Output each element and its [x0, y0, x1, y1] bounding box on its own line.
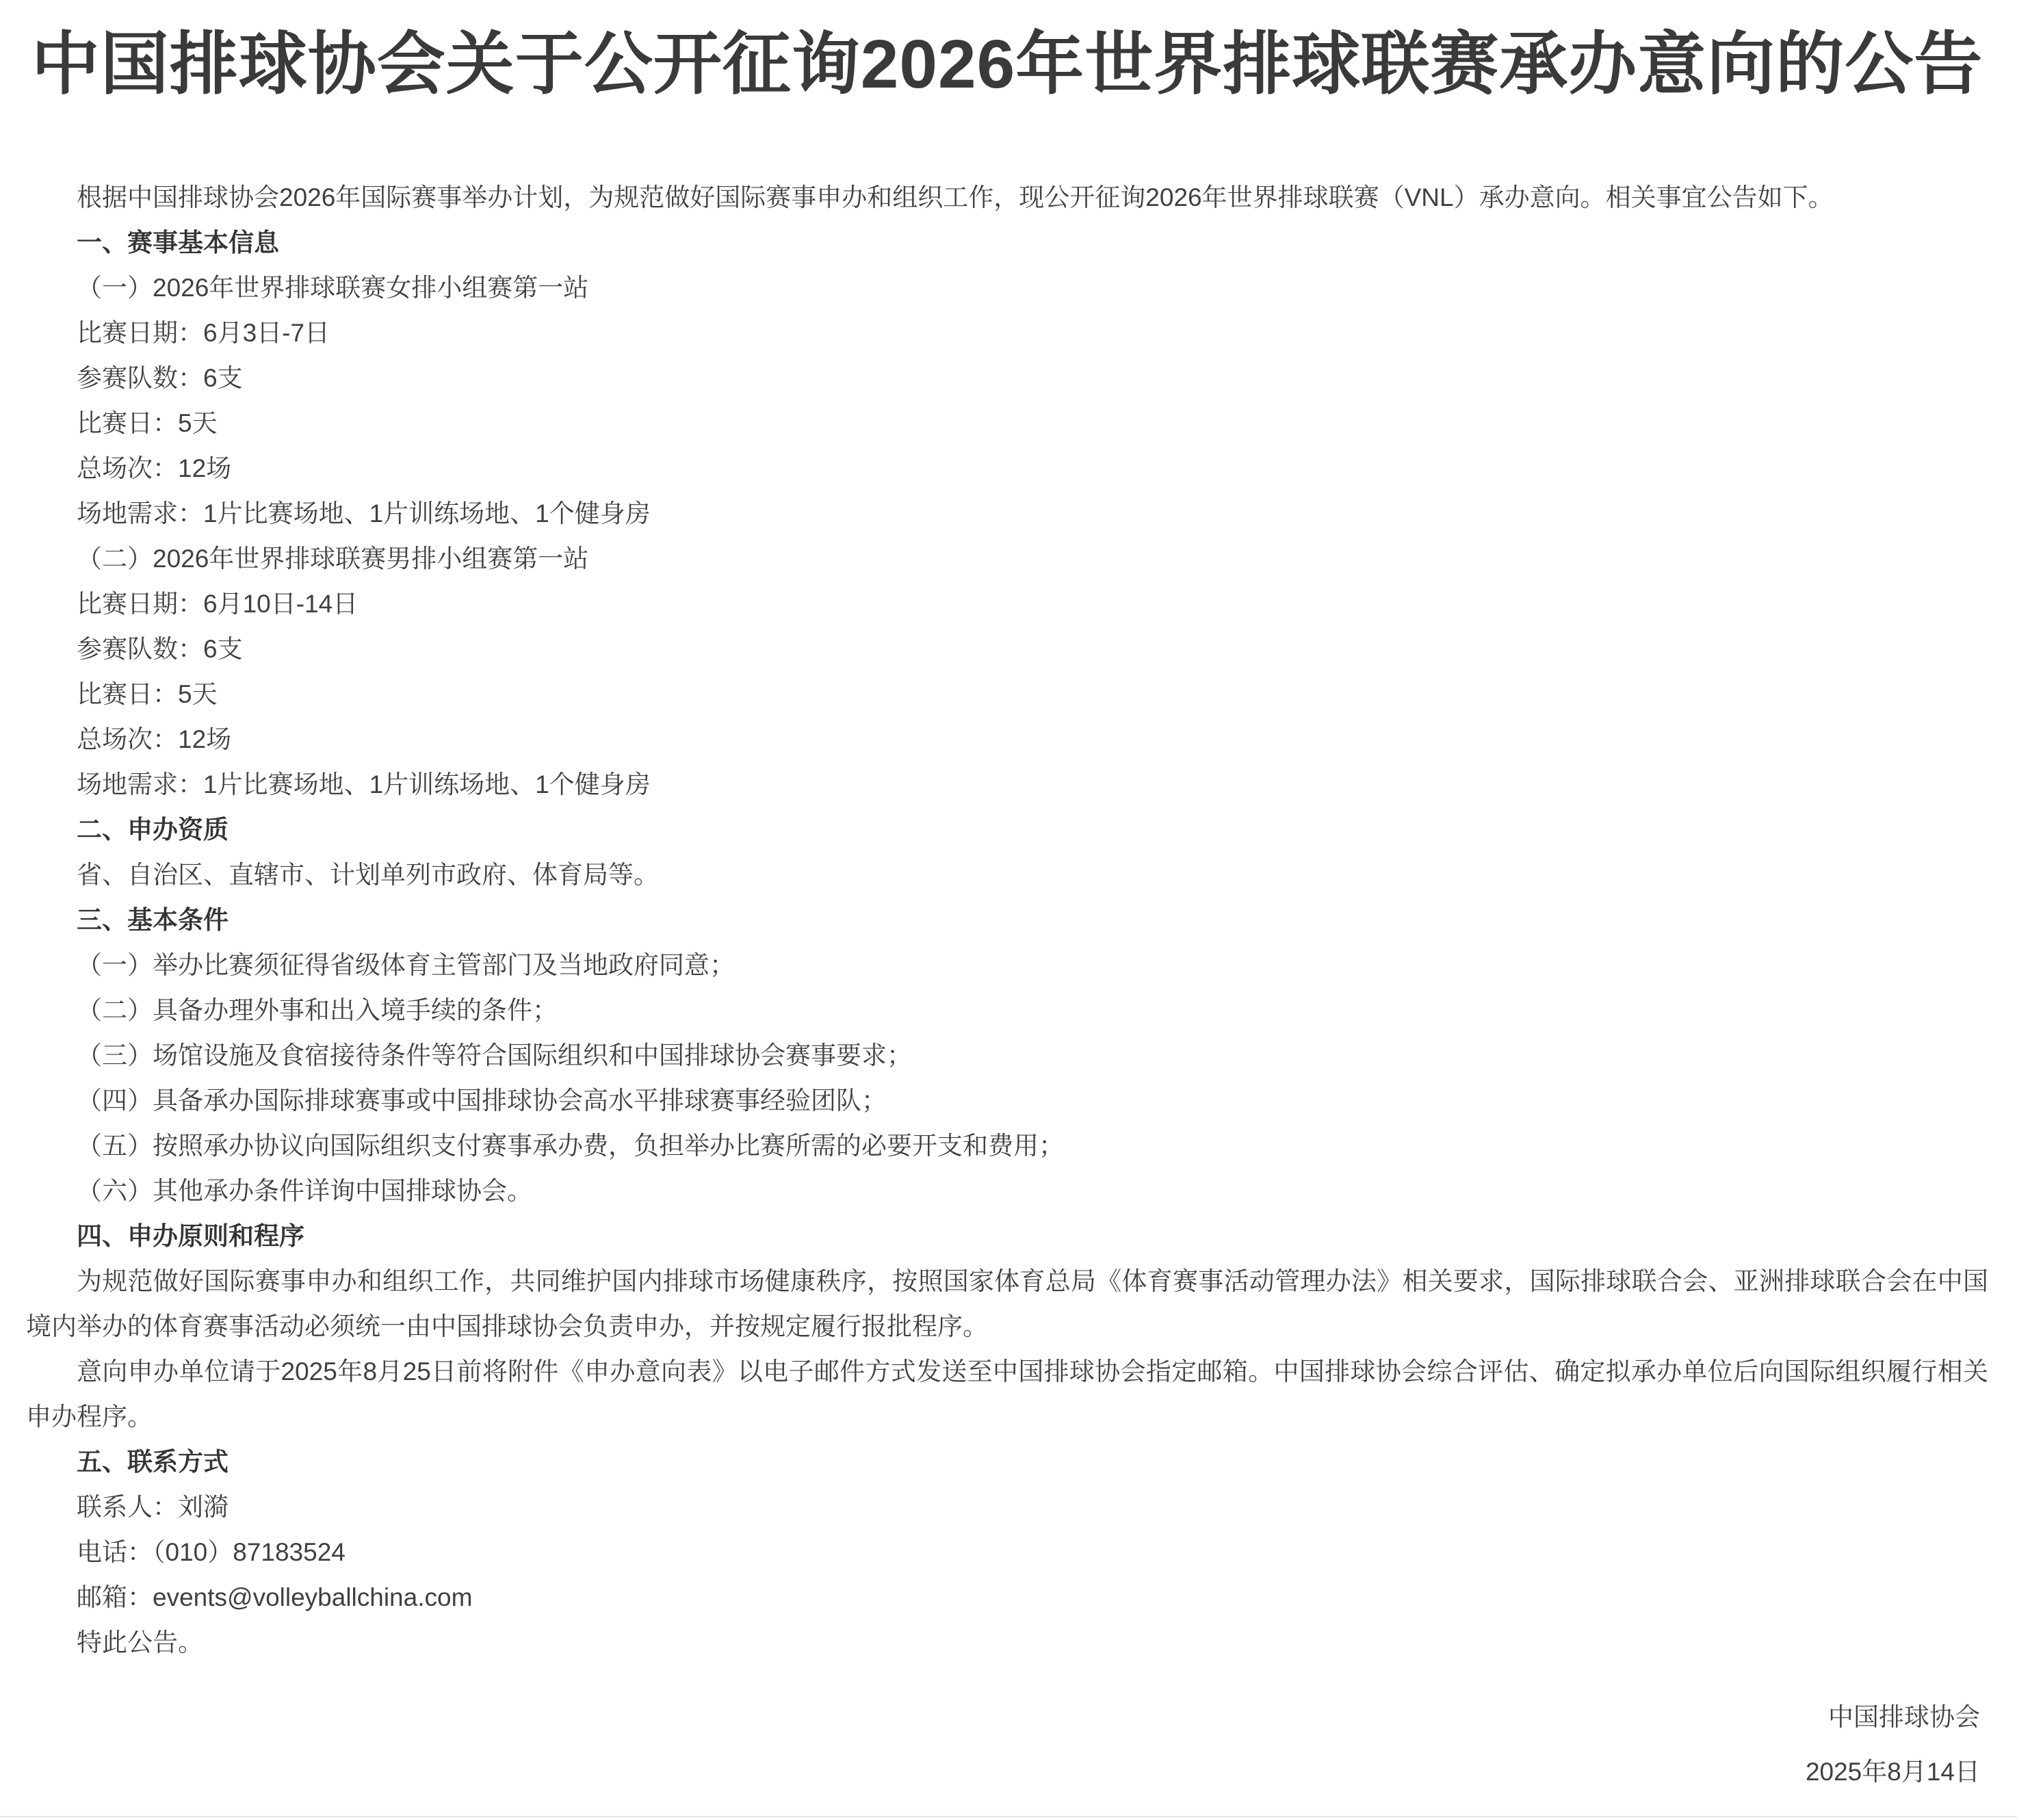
event1-date: 比赛日期：6月3日-7日	[77, 319, 330, 347]
contact-person: 联系人：刘漪	[77, 1493, 229, 1521]
section4-heading: 四、申办原则和程序	[77, 1222, 304, 1250]
intro-paragraph: 根据中国排球协会2026年国际赛事举办计划，为规范做好国际赛事申办和组织工作，现公开征询2026年世界排球联赛（VNL）承办意向。相关事宜公告如下。	[77, 183, 1834, 211]
section3-item: （一）举办比赛须征得省级体育主管部门及当地政府同意；	[77, 951, 735, 979]
page-bottom-rule	[0, 1816, 2017, 1817]
section3-item: （四）具备承办国际排球赛事或中国排球协会高水平排球赛事经验团队；	[77, 1087, 887, 1115]
signature-date: 2025年8月14日	[1805, 1758, 1980, 1786]
event2-date: 比赛日期：6月10日-14日	[77, 590, 359, 618]
signature-block	[26, 1690, 1988, 1799]
event2-name: （二）2026年世界排球联赛男排小组赛第一站	[77, 545, 589, 573]
event1-days: 比赛日：5天	[77, 409, 218, 437]
section5-heading: 五、联系方式	[77, 1448, 229, 1476]
event2-matches: 总场次：12场	[77, 725, 232, 753]
section3-item: （五）按照承办协议向国际组织支付赛事承办费，负担举办比赛所需的必要开支和费用；	[77, 1132, 1064, 1160]
event2-venues: 场地需求：1片比赛场地、1片训练场地、1个健身房	[77, 770, 651, 798]
section3-item: （三）场馆设施及食宿接待条件等符合国际组织和中国排球协会赛事要求；	[77, 1041, 912, 1069]
event2-days: 比赛日：5天	[77, 680, 218, 708]
event1-name: （一）2026年世界排球联赛女排小组赛第一站	[77, 274, 589, 302]
section2-heading: 二、申办资质	[77, 816, 229, 844]
event2-teams: 参赛队数：6支	[77, 635, 243, 663]
section3-item: （二）具备办理外事和出入境手续的条件；	[77, 996, 558, 1024]
closing-line: 特此公告。	[77, 1628, 203, 1656]
contact-phone: 电话：（010）87183524	[77, 1538, 346, 1566]
signature-org: 中国排球协会	[1828, 1703, 1980, 1731]
section2-body: 省、自治区、直辖市、计划单列市政府、体育局等。	[77, 861, 659, 889]
event1-matches: 总场次：12场	[77, 454, 232, 482]
section3-item: （六）其他承办条件详询中国排球协会。	[77, 1177, 532, 1205]
event1-teams: 参赛队数：6支	[77, 364, 243, 392]
contact-email: 邮箱：events@volleyballchina.com	[77, 1583, 473, 1611]
section4-paragraph-1: 为规范做好国际赛事申办和组织工作，共同维护国内排球市场健康秩序，按照国家体育总局《体育赛事活动管理办法》相关要求，国际排球联合会、亚洲排球联合会在中国境内举办的体育赛事活动必须统一由中国排球协会负责申办，并按规定履行报批程序。	[26, 1267, 1988, 1340]
section3-heading: 三、基本条件	[77, 906, 229, 934]
page-title: 中国排球协会关于公开征询2026年世界排球联赛承办意向的公告	[31, 26, 1983, 103]
event1-venues: 场地需求：1片比赛场地、1片训练场地、1个健身房	[77, 499, 651, 528]
announcement-body	[26, 175, 1988, 1665]
section4-paragraph-2: 意向申办单位请于2025年8月25日前将附件《申办意向表》以电子邮件方式发送至中国排球协会指定邮箱。中国排球协会综合评估、确定拟承办单位后向国际组织履行相关申办程序。	[26, 1357, 1988, 1431]
section1-heading: 一、赛事基本信息	[77, 229, 279, 257]
